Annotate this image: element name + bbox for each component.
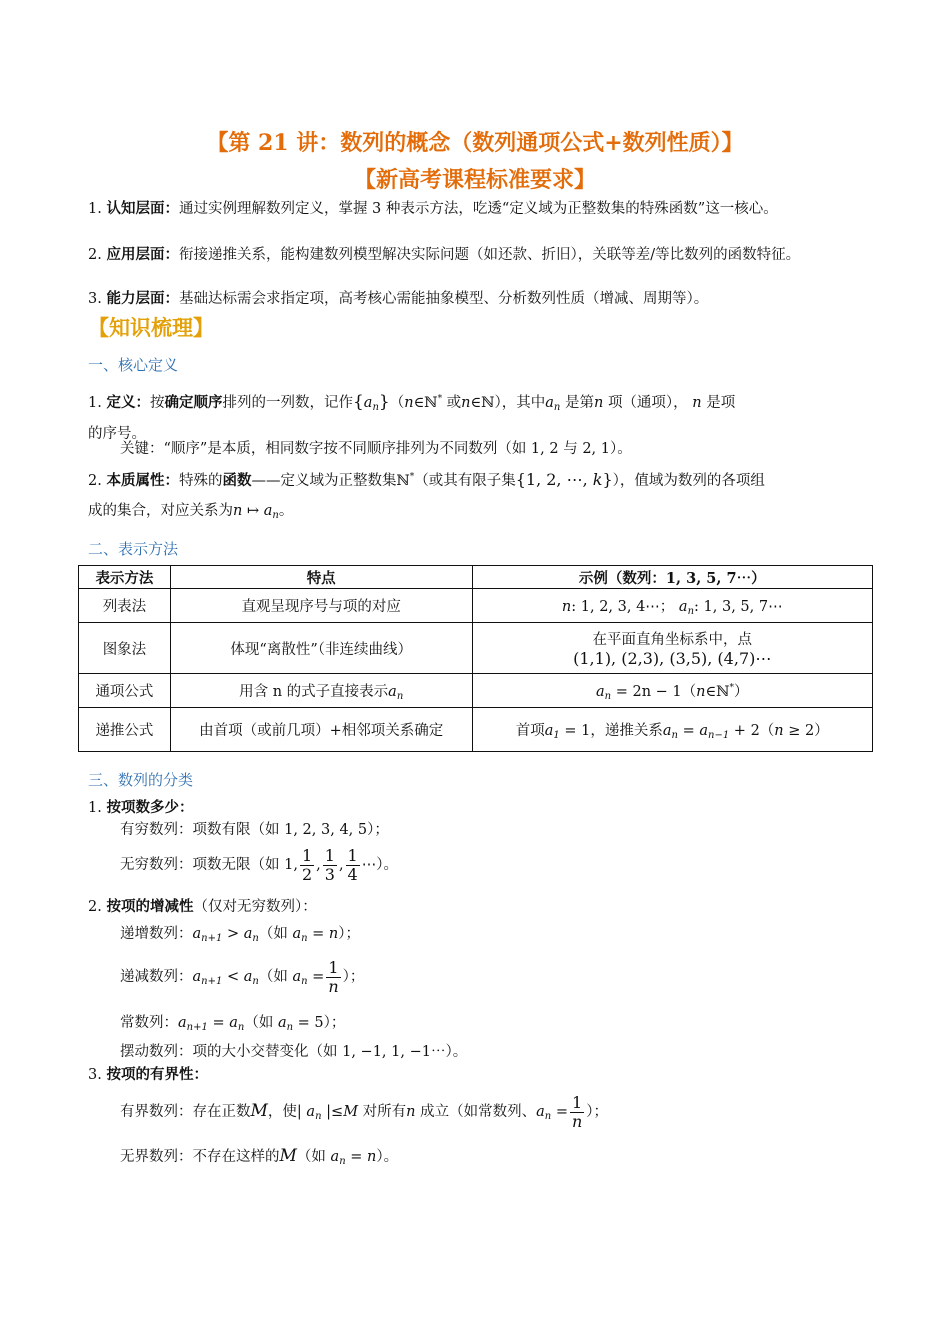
- finite-seq: 有穷数列：项数有限（如 1, 2, 3, 4, 5）；: [120, 822, 389, 838]
- table-header: 示例（数列：1, 3, 5, 7⋯）: [472, 566, 873, 589]
- infinite-seq: 无穷数列：项数无限（如 1, $\frac{1}{2}$ , $\frac{1}{3}$ , $\frac{1}{4}$ ⋯）。: [120, 845, 398, 884]
- section-2-title: 二、表示方法: [88, 540, 179, 558]
- oscillating-seq: 摆动数列：项的大小交替变化（如 1, −1, 1, −1⋯）。: [120, 1044, 468, 1060]
- class-2-label: 2. 按项的增减性（仅对无穷数列）：: [88, 898, 317, 915]
- table-row: 图象法 体现“离散性”（非连续曲线） 在平面直角坐标系中，点 (1,1), (2,3), (3,5), (4,7)⋯: [79, 623, 873, 674]
- table-header: 特点: [170, 566, 472, 589]
- table-row: 通项公式 用含 n 的式子直接表示$a_n$ $a_n = 2n$ − 1（n∈ℕ*）: [79, 674, 873, 708]
- section-1-title: 一、核心定义: [88, 356, 179, 374]
- section-3-title: 三、数列的分类: [88, 771, 194, 789]
- decreasing-seq: 递减数列：$a_{n+1} < a_n$（如 $a_n$ = $\frac{1}{n}$ ）；: [120, 957, 365, 996]
- page-title: 【第 21 讲：数列的概念（数列通项公式+数列性质）】: [206, 130, 744, 156]
- bounded-seq: 有界数列：存在正数M，使| $a_n$ |≤M 对所有n 成立（如常数列、$a_n$ = $\frac{1}{n}$ ）；: [120, 1092, 609, 1131]
- increasing-seq: 递增数列：$a_{n+1} > a_n$（如 $a_n = n$）；: [120, 926, 361, 944]
- page-subtitle: 【新高考课程标准要求】: [353, 167, 596, 193]
- class-3-label: 3. 按项的有界性：: [88, 1066, 208, 1083]
- knowledge-heading: 【知识梳理】: [88, 315, 214, 340]
- constant-seq: 常数列：$a_{n+1} = a_n$（如 $a_n = 5$）；: [120, 1015, 346, 1033]
- representation-table: [78, 565, 873, 752]
- unbounded-seq: 无界数列：不存在这样的M（如 $a_n = n$）。: [120, 1146, 399, 1167]
- table-header-row: [79, 566, 873, 589]
- requirement-2: 2. 应用层面：衔接递推关系，能构建数列模型解决实际问题（如还款、折旧），关联等差/等比数列的函数特征。: [88, 246, 801, 263]
- property: 2. 本质属性：特殊的函数——定义域为正整数集ℕ*（或其有限子集{1, 2, ⋯, k}），值域为数列的各项组 成的集合，对应关系为n ↦ $a_n$。: [88, 470, 765, 521]
- table-row: 递推公式 由首项（或前几项）+相邻项关系确定 首项$a_1 = 1$，递推关系$a_n = a_{n-1} + 2(n \ge 2)$: [79, 708, 873, 752]
- definition: 1. 定义：按确定顺序排列的一列数，记作$\{a_n\}(n\in ℕ^*$ 或n∈ℕ），其中$a_n$ 是第n 项（通项）， n 是项 的序号。: [88, 392, 736, 442]
- table-header: 表示方法: [79, 566, 171, 589]
- requirement-3: 3. 能力层面：基础达标需会求指定项，高考核心需能抽象模型、分析数列性质（增减、周期等）。: [88, 290, 709, 307]
- table-row: 列表法 直观呈现序号与项的对应 n: 1, 2, 3, 4⋯； $a_n$: 1, 3, 5, 7⋯: [79, 589, 873, 623]
- class-1-label: 1. 按项数多少：: [88, 799, 194, 816]
- requirement-1: 1. 认知层面：通过实例理解数列定义，掌握 3 种表示方法，吃透“定义域为正整数集的特殊函数”这一核心。: [88, 200, 778, 217]
- key-note: 关键：“顺序”是本质，相同数字按不同顺序排列为不同数列（如 1, 2 与 2, 1）。: [120, 441, 632, 457]
